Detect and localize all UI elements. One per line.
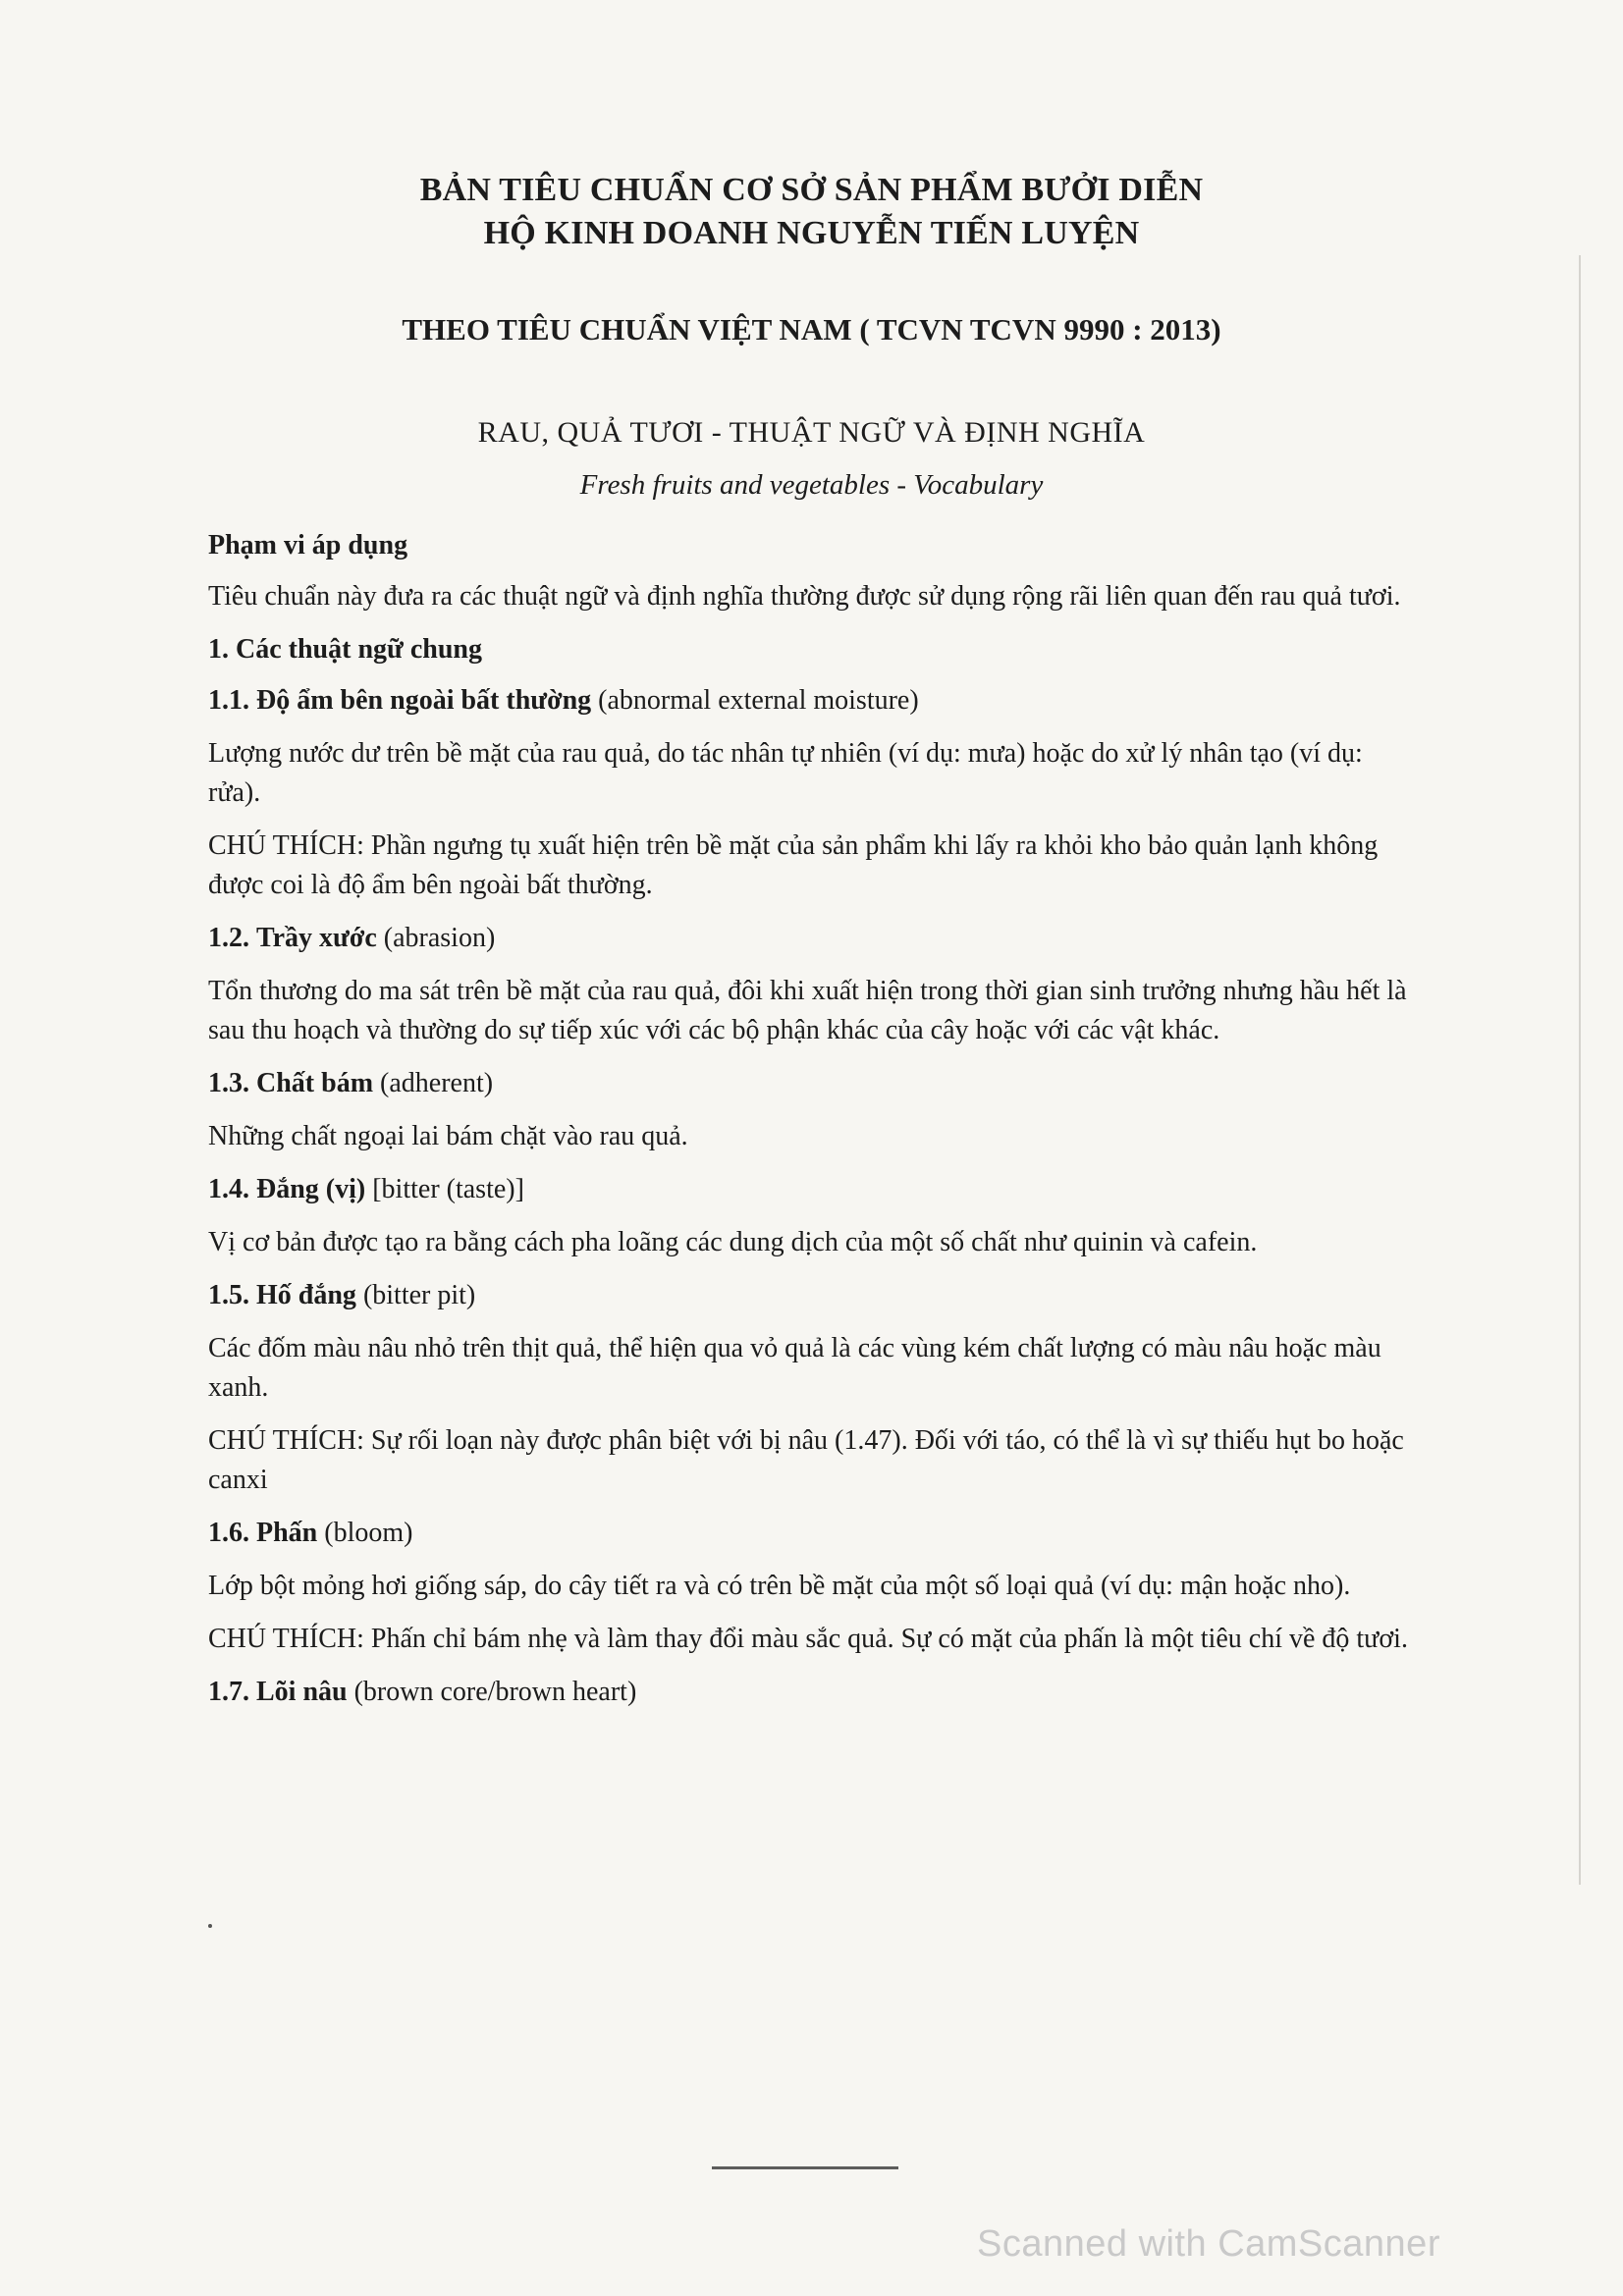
term-note: CHÚ THÍCH: Phấn chỉ bám nhẹ và làm thay đổi màu sắc quả. Sự có mặt của phấn là một tiêu chí về độ tươi. <box>208 1624 1408 1654</box>
term-number: 1.3. <box>208 1068 249 1098</box>
term-definition: Vị cơ bản được tạo ra bằng cách pha loãng các dung dịch của một số chất như quinin và cafein. <box>208 1227 1258 1257</box>
term-english: (brown core/brown heart) <box>353 1677 637 1707</box>
term-english: (adherent) <box>380 1068 494 1098</box>
standard-title: RAU, QUẢ TƯƠI - THUẬT NGỮ VÀ ĐỊNH NGHĨA <box>477 416 1146 449</box>
term-heading-1-6 <box>208 1514 1418 1553</box>
term-definition: Lượng nước dư trên bề mặt của rau quả, do tác nhân tự nhiên (ví dụ: mưa) hoặc do xử lý nhân tạo (ví dụ: rửa). <box>208 738 1363 808</box>
term-name: Đắng (vị) <box>256 1174 366 1204</box>
term-heading-1-4 <box>208 1170 1418 1209</box>
term-note: CHÚ THÍCH: Sự rối loạn này được phân biệt với bị nâu (1.47). Đối với táo, có thể là vì sự thiếu hụt bo hoặc canxi <box>208 1425 1404 1495</box>
term-english: (bitter pit) <box>362 1280 476 1310</box>
scope-heading: Phạm vi áp dụng <box>208 530 408 561</box>
document-body <box>208 520 1418 1726</box>
term-heading-1-3 <box>208 1064 1418 1103</box>
term-number: 1.1. <box>208 685 249 716</box>
term-heading-1-2 <box>208 919 1418 958</box>
footer-rule <box>712 2166 898 2169</box>
term-name: Trầy xước <box>256 923 377 953</box>
term-name: Lõi nâu <box>256 1677 348 1707</box>
term-number: 1.2. <box>208 923 249 953</box>
term-number: 1.7. <box>208 1677 249 1707</box>
title-line-2: HỘ KINH DOANH NGUYỄN TIẾN LUYỆN <box>483 215 1140 251</box>
term-definition: Những chất ngoại lai bám chặt vào rau quả. <box>208 1121 688 1151</box>
term-name: Hố đắng <box>256 1280 356 1310</box>
term-heading-1-1 <box>208 681 1418 721</box>
term-name: Phấn <box>256 1518 318 1548</box>
term-name: Độ ẩm bên ngoài bất thường <box>256 685 592 716</box>
term-number: 1.4. <box>208 1174 249 1204</box>
term-english: (bloom) <box>324 1518 413 1548</box>
term-number: 1.5. <box>208 1280 249 1310</box>
term-english: (abnormal external moisture) <box>598 685 919 716</box>
term-heading-1-7 <box>208 1673 1418 1712</box>
title-line-1: BẢN TIÊU CHUẨN CƠ SỞ SẢN PHẨM BƯỞI DIỄN <box>419 172 1204 208</box>
term-heading-1-5 <box>208 1276 1418 1315</box>
term-definition: Lớp bột mỏng hơi giống sáp, do cây tiết ra và có trên bề mặt của một số loại quả (ví dụ: mận hoặc nho). <box>208 1571 1351 1601</box>
term-number: 1.6. <box>208 1518 249 1548</box>
term-definition: Tổn thương do ma sát trên bề mặt của rau quả, đôi khi xuất hiện trong thời gian sinh trưởng nhưng hầu hết là sau thu hoạch và thường do sự tiếp xúc với các bộ phận khác của cây hoặc với các vật khác. <box>208 976 1407 1045</box>
scan-speck <box>208 1924 212 1928</box>
term-name: Chất bám <box>256 1068 374 1098</box>
scope-text: Tiêu chuẩn này đưa ra các thuật ngữ và định nghĩa thường được sử dụng rộng rãi liên quan đến rau quả tươi. <box>208 581 1401 612</box>
term-english: (abrasion) <box>383 923 496 953</box>
standard-reference: THEO TIÊU CHUẨN VIỆT NAM ( TCVN TCVN 9990 : 2013) <box>402 312 1221 347</box>
section-1-heading: 1. Các thuật ngữ chung <box>208 634 482 665</box>
camscanner-watermark: Scanned with CamScanner <box>977 2223 1440 2265</box>
document-title <box>0 169 1623 255</box>
term-definition: Các đốm màu nâu nhỏ trên thịt quả, thể hiện qua vỏ quả là các vùng kém chất lượng có màu nâu hoặc màu xanh. <box>208 1333 1381 1403</box>
term-note: CHÚ THÍCH: Phần ngưng tụ xuất hiện trên bề mặt của sản phẩm khi lấy ra khỏi kho bảo quản lạnh không được coi là độ ẩm bên ngoài bất thường. <box>208 830 1379 900</box>
standard-title-english: Fresh fruits and vegetables - Vocabulary <box>579 469 1044 501</box>
term-english: [bitter (taste)] <box>372 1174 524 1204</box>
